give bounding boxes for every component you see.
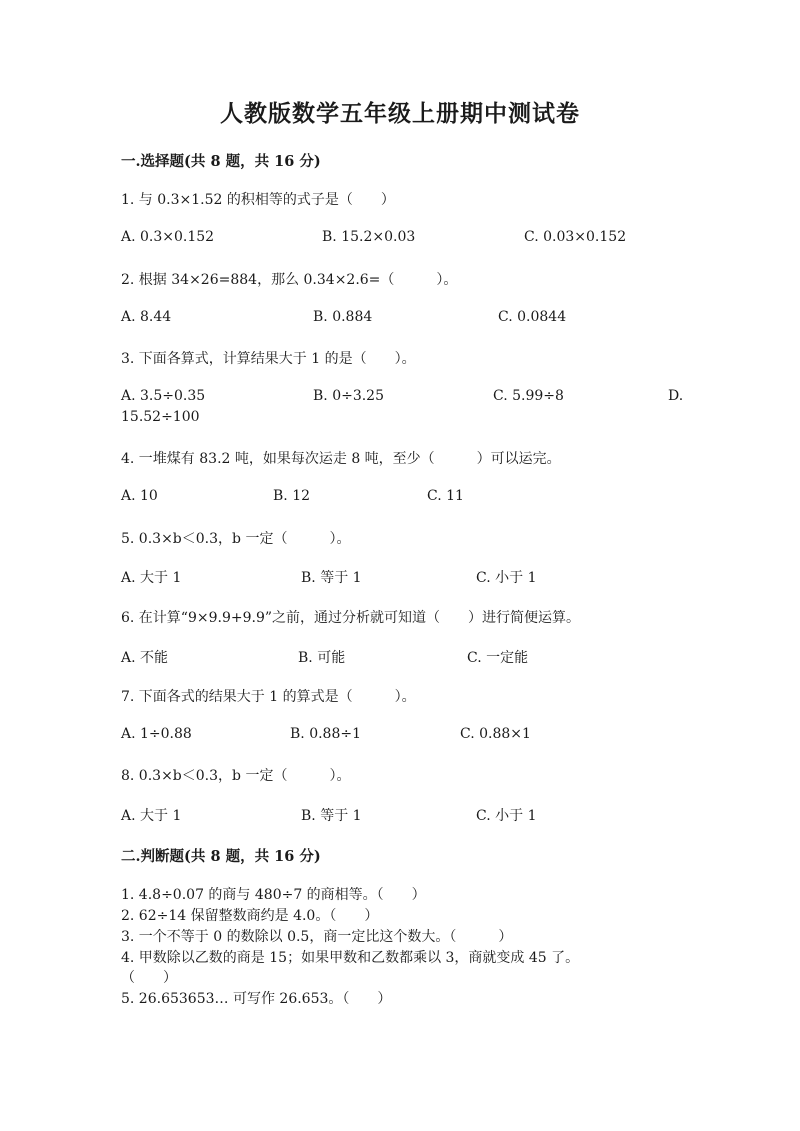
- question-stem: 7. 下面各式的结果大于 1 的算式是（ ）。: [121, 689, 416, 705]
- true-false-item: 1. 4.8÷0.07 的商与 480÷7 的商相等。（ ）: [121, 887, 426, 903]
- option-c: C. 一定能: [467, 650, 529, 666]
- option-c: C. 0.88×1: [460, 726, 531, 742]
- question-stem: 1. 与 0.3×1.52 的积相等的式子是（ ）: [121, 192, 395, 208]
- option-a: A. 1÷0.88: [121, 726, 192, 742]
- question-stem: 3. 下面各算式，计算结果大于 1 的是（ ）。: [121, 351, 416, 367]
- option-b: B. 0.88÷1: [290, 726, 361, 742]
- option-b: B. 0÷3.25: [313, 388, 384, 404]
- true-false-item: 4. 甲数除以乙数的商是 15；如果甲数和乙数都乘以 3，商就变成 45 了。: [121, 950, 580, 966]
- question-stem: 6. 在计算“9×9.9+9.9”之前，通过分析就可知道（ ）进行简便运算。: [121, 610, 581, 626]
- option-a: A. 3.5÷0.35: [121, 388, 206, 404]
- true-false-item: 3. 一个不等于 0 的数除以 0.5，商一定比这个数大。（ ）: [121, 929, 513, 945]
- question-stem: 2. 根据 34×26=884，那么 0.34×2.6=（ ）。: [121, 272, 458, 288]
- section-heading-true-false: 二.判断题(共 8 题，共 16 分): [121, 848, 321, 865]
- option-a: A. 8.44: [121, 309, 172, 325]
- true-false-item: 5. 26.653653… 可写作 26.653。（ ）: [121, 991, 392, 1007]
- option-a: A. 0.3×0.152: [121, 229, 215, 245]
- option-c: C. 0.0844: [498, 309, 567, 325]
- option-d: D.: [668, 388, 684, 404]
- section-heading-multiple-choice: 一.选择题(共 8 题，共 16 分): [121, 153, 321, 170]
- option-c: C. 小于 1: [476, 808, 537, 824]
- true-false-item: 2. 62÷14 保留整数商约是 4.0。（ ）: [121, 908, 379, 924]
- exam-title: 人教版数学五年级上册期中测试卷: [220, 100, 580, 127]
- option-b: B. 等于 1: [301, 808, 362, 824]
- option-a: A. 不能: [121, 650, 169, 666]
- option-a: A. 大于 1: [121, 570, 182, 586]
- question-stem: 8. 0.3×b＜0.3，b 一定（ ）。: [121, 768, 351, 784]
- option-b: B. 15.2×0.03: [322, 229, 416, 245]
- option-c: C. 0.03×0.152: [524, 229, 627, 245]
- question-stem: 4. 一堆煤有 83.2 吨，如果每次运走 8 吨，至少（ ）可以运完。: [121, 451, 561, 467]
- question-stem: 5. 0.3×b＜0.3，b 一定（ ）。: [121, 531, 351, 547]
- option-c: C. 小于 1: [476, 570, 537, 586]
- option-b: B. 12: [273, 488, 311, 504]
- true-false-item-continued: （ ）: [121, 970, 177, 986]
- option-a: A. 大于 1: [121, 808, 182, 824]
- option-b: B. 0.884: [313, 309, 373, 325]
- option-c: C. 5.99÷8: [493, 388, 564, 404]
- option-b: B. 等于 1: [301, 570, 362, 586]
- option-c: C. 11: [427, 488, 464, 504]
- option-a: A. 10: [121, 488, 158, 504]
- option-b: B. 可能: [298, 650, 346, 666]
- option-d-continued: 15.52÷100: [121, 409, 200, 425]
